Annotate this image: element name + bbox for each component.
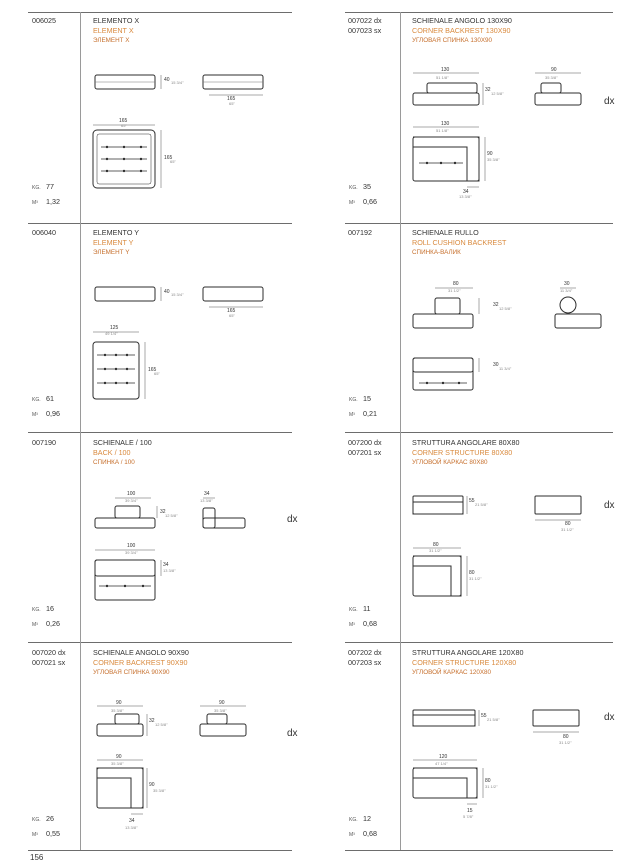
orientation-label: dx [287, 728, 298, 739]
rule-row4-left [28, 642, 292, 643]
technical-drawing [85, 277, 285, 407]
svg-text:90: 90 [219, 700, 225, 706]
svg-text:40: 40 [164, 77, 170, 83]
svg-text:12 5/8": 12 5/8" [165, 513, 178, 518]
product-title: SCHIENALE ANGOLO 130X90 CORNER BACKREST 130X90 УГЛОВАЯ СПИНКА 130X90 [412, 16, 512, 44]
svg-text:35 3/8": 35 3/8" [214, 708, 227, 713]
divider-right-2 [400, 223, 401, 432]
technical-drawing [405, 278, 605, 398]
svg-text:15: 15 [467, 808, 473, 814]
divider-right-3 [400, 432, 401, 642]
orientation-label: dx [287, 514, 298, 525]
technical-drawing [85, 488, 285, 608]
svg-text:12 5/8": 12 5/8" [491, 91, 504, 96]
product-stats: KG. 35 M³ 0,66 [349, 182, 377, 206]
svg-text:165: 165 [227, 308, 236, 314]
product-stats: KG. 16 M³ 0,26 [32, 604, 60, 628]
svg-text:120: 120 [439, 754, 448, 760]
technical-drawing [85, 65, 285, 195]
svg-text:49 1/4": 49 1/4" [105, 331, 118, 336]
product-title: SCHIENALE ANGOLO 90X90 CORNER BACKREST 90X90 УГЛОВАЯ СПИНКА 90X90 [93, 648, 189, 676]
svg-text:100: 100 [127, 491, 136, 497]
rule-row3-right [345, 432, 613, 433]
product-code: 007020 dx 007021 sx [32, 648, 66, 667]
svg-text:35 3/8": 35 3/8" [111, 761, 124, 766]
svg-text:165: 165 [119, 118, 128, 124]
svg-text:165: 165 [227, 96, 236, 102]
svg-text:31 1/2": 31 1/2" [469, 576, 482, 581]
rule-bottom-left [28, 850, 292, 851]
svg-text:65": 65" [229, 101, 235, 106]
svg-text:130: 130 [441, 121, 450, 127]
product-stats: KG. 12 M³ 0,68 [349, 814, 377, 838]
divider-left-1 [80, 12, 81, 223]
svg-text:34: 34 [129, 818, 135, 824]
svg-text:51 1/8": 51 1/8" [436, 128, 449, 133]
svg-text:80: 80 [453, 281, 459, 287]
svg-text:34: 34 [204, 491, 210, 497]
page-number: 156 [30, 853, 44, 862]
product-stats: KG. 77 M³ 1,32 [32, 182, 60, 206]
rule-top-right [345, 12, 613, 13]
svg-text:35 3/8": 35 3/8" [153, 788, 166, 793]
svg-text:55: 55 [469, 498, 475, 504]
product-code: 006040 [32, 228, 56, 237]
svg-text:32: 32 [160, 509, 166, 515]
svg-text:12 5/8": 12 5/8" [155, 722, 168, 727]
svg-text:47 1/4": 47 1/4" [435, 761, 448, 766]
svg-text:35 3/8": 35 3/8" [545, 75, 558, 80]
orientation-label: dx [604, 96, 615, 107]
svg-text:65": 65" [170, 159, 176, 164]
product-title: STRUTTURA ANGOLARE 120X80 CORNER STRUCTURE 120X80 УГЛОВОЙ КАРКАС 120X80 [412, 648, 524, 676]
product-code: 007022 dx 007023 sx [348, 16, 382, 35]
svg-text:90: 90 [116, 700, 122, 706]
svg-text:13 3/8": 13 3/8" [163, 568, 176, 573]
svg-text:32: 32 [485, 87, 491, 93]
orientation-label: dx [604, 712, 615, 723]
technical-drawing [405, 488, 605, 608]
svg-text:90: 90 [487, 151, 493, 157]
svg-text:11 3/4": 11 3/4" [499, 366, 512, 371]
divider-left-4 [80, 642, 81, 850]
product-code: 007200 dx 007201 sx [348, 438, 382, 457]
product-code: 007192 [348, 228, 372, 237]
svg-text:80: 80 [565, 521, 571, 527]
svg-text:80: 80 [563, 734, 569, 740]
product-code: 007190 [32, 438, 56, 447]
svg-text:30: 30 [564, 281, 570, 287]
svg-text:31 1/2": 31 1/2" [559, 740, 572, 745]
svg-text:31 1/2": 31 1/2" [561, 527, 574, 532]
svg-text:80: 80 [433, 542, 439, 548]
svg-text:31 1/2": 31 1/2" [448, 288, 461, 293]
product-stats: KG. 26 M³ 0,55 [32, 814, 60, 838]
svg-text:65": 65" [229, 313, 235, 318]
divider-left-2 [80, 223, 81, 432]
product-title: SCHIENALE RULLO ROLL CUSHION BACKREST СПИНКА-ВАЛИК [412, 228, 507, 256]
svg-text:125: 125 [110, 325, 119, 331]
svg-text:90: 90 [116, 754, 122, 760]
product-stats: KG. 11 M³ 0,68 [349, 604, 377, 628]
product-title: STRUTTURA ANGOLARE 80X80 CORNER STRUCTURE 80X80 УГЛОВОЙ КАРКАС 80X80 [412, 438, 520, 466]
technical-drawing [405, 65, 605, 200]
svg-text:11 3/4": 11 3/4" [560, 288, 573, 293]
product-code: 007202 dx 007203 sx [348, 648, 382, 667]
technical-drawing [85, 698, 285, 834]
svg-text:80: 80 [469, 570, 475, 576]
svg-text:31 1/2": 31 1/2" [485, 784, 498, 789]
svg-text:15 3/4": 15 3/4" [171, 292, 184, 297]
rule-row4-right [345, 642, 613, 643]
svg-text:34: 34 [163, 562, 169, 568]
svg-text:39 3/4": 39 3/4" [125, 550, 138, 555]
svg-text:35 3/8": 35 3/8" [487, 157, 500, 162]
rule-row3-left [28, 432, 292, 433]
svg-text:31 1/2": 31 1/2" [429, 548, 442, 553]
svg-text:15 3/4": 15 3/4" [171, 80, 184, 85]
svg-text:13 3/8": 13 3/8" [125, 825, 138, 830]
product-title: ELEMENTO Y ELEMENT Y ЭЛЕМЕНТ Y [93, 228, 140, 256]
rule-row2-left [28, 223, 292, 224]
product-title: SCHIENALE / 100 BACK / 100 СПИНКА / 100 [93, 438, 152, 466]
orientation-label: dx [604, 500, 615, 511]
svg-text:80: 80 [485, 778, 491, 784]
svg-text:90: 90 [551, 67, 557, 73]
svg-text:55: 55 [481, 713, 487, 719]
rule-top-left [28, 12, 292, 13]
svg-text:51 1/8": 51 1/8" [436, 75, 449, 80]
product-stats: KG. 61 M³ 0,96 [32, 394, 60, 418]
svg-text:65": 65" [154, 371, 160, 376]
svg-text:165: 165 [148, 367, 157, 373]
svg-text:13 3/8": 13 3/8" [459, 194, 472, 199]
svg-text:21 5/8": 21 5/8" [475, 502, 488, 507]
svg-text:13 3/8": 13 3/8" [200, 498, 213, 503]
divider-right-4 [400, 642, 401, 850]
svg-text:32: 32 [493, 302, 499, 308]
product-stats: KG. 15 M³ 0,21 [349, 394, 377, 418]
svg-text:165: 165 [164, 155, 173, 161]
svg-text:21 5/8": 21 5/8" [487, 717, 500, 722]
svg-text:34: 34 [463, 189, 469, 195]
divider-right-1 [400, 12, 401, 223]
technical-drawing [405, 698, 605, 834]
svg-text:35 3/8": 35 3/8" [111, 708, 124, 713]
svg-text:130: 130 [441, 67, 450, 73]
svg-text:5 7/8": 5 7/8" [463, 814, 474, 819]
product-code: 006025 [32, 16, 56, 25]
svg-text:32: 32 [149, 718, 155, 724]
svg-text:30: 30 [493, 362, 499, 368]
svg-text:65": 65" [121, 123, 127, 128]
product-title: ELEMENTO X ELEMENT X ЭЛЕМЕНТ X [93, 16, 140, 44]
rule-row2-right [345, 223, 613, 224]
svg-text:100: 100 [127, 543, 136, 549]
svg-text:12 5/8": 12 5/8" [499, 306, 512, 311]
svg-text:90: 90 [149, 782, 155, 788]
svg-text:40: 40 [164, 289, 170, 295]
svg-text:39 3/4": 39 3/4" [125, 498, 138, 503]
divider-left-3 [80, 432, 81, 642]
rule-bottom-right [345, 850, 613, 851]
